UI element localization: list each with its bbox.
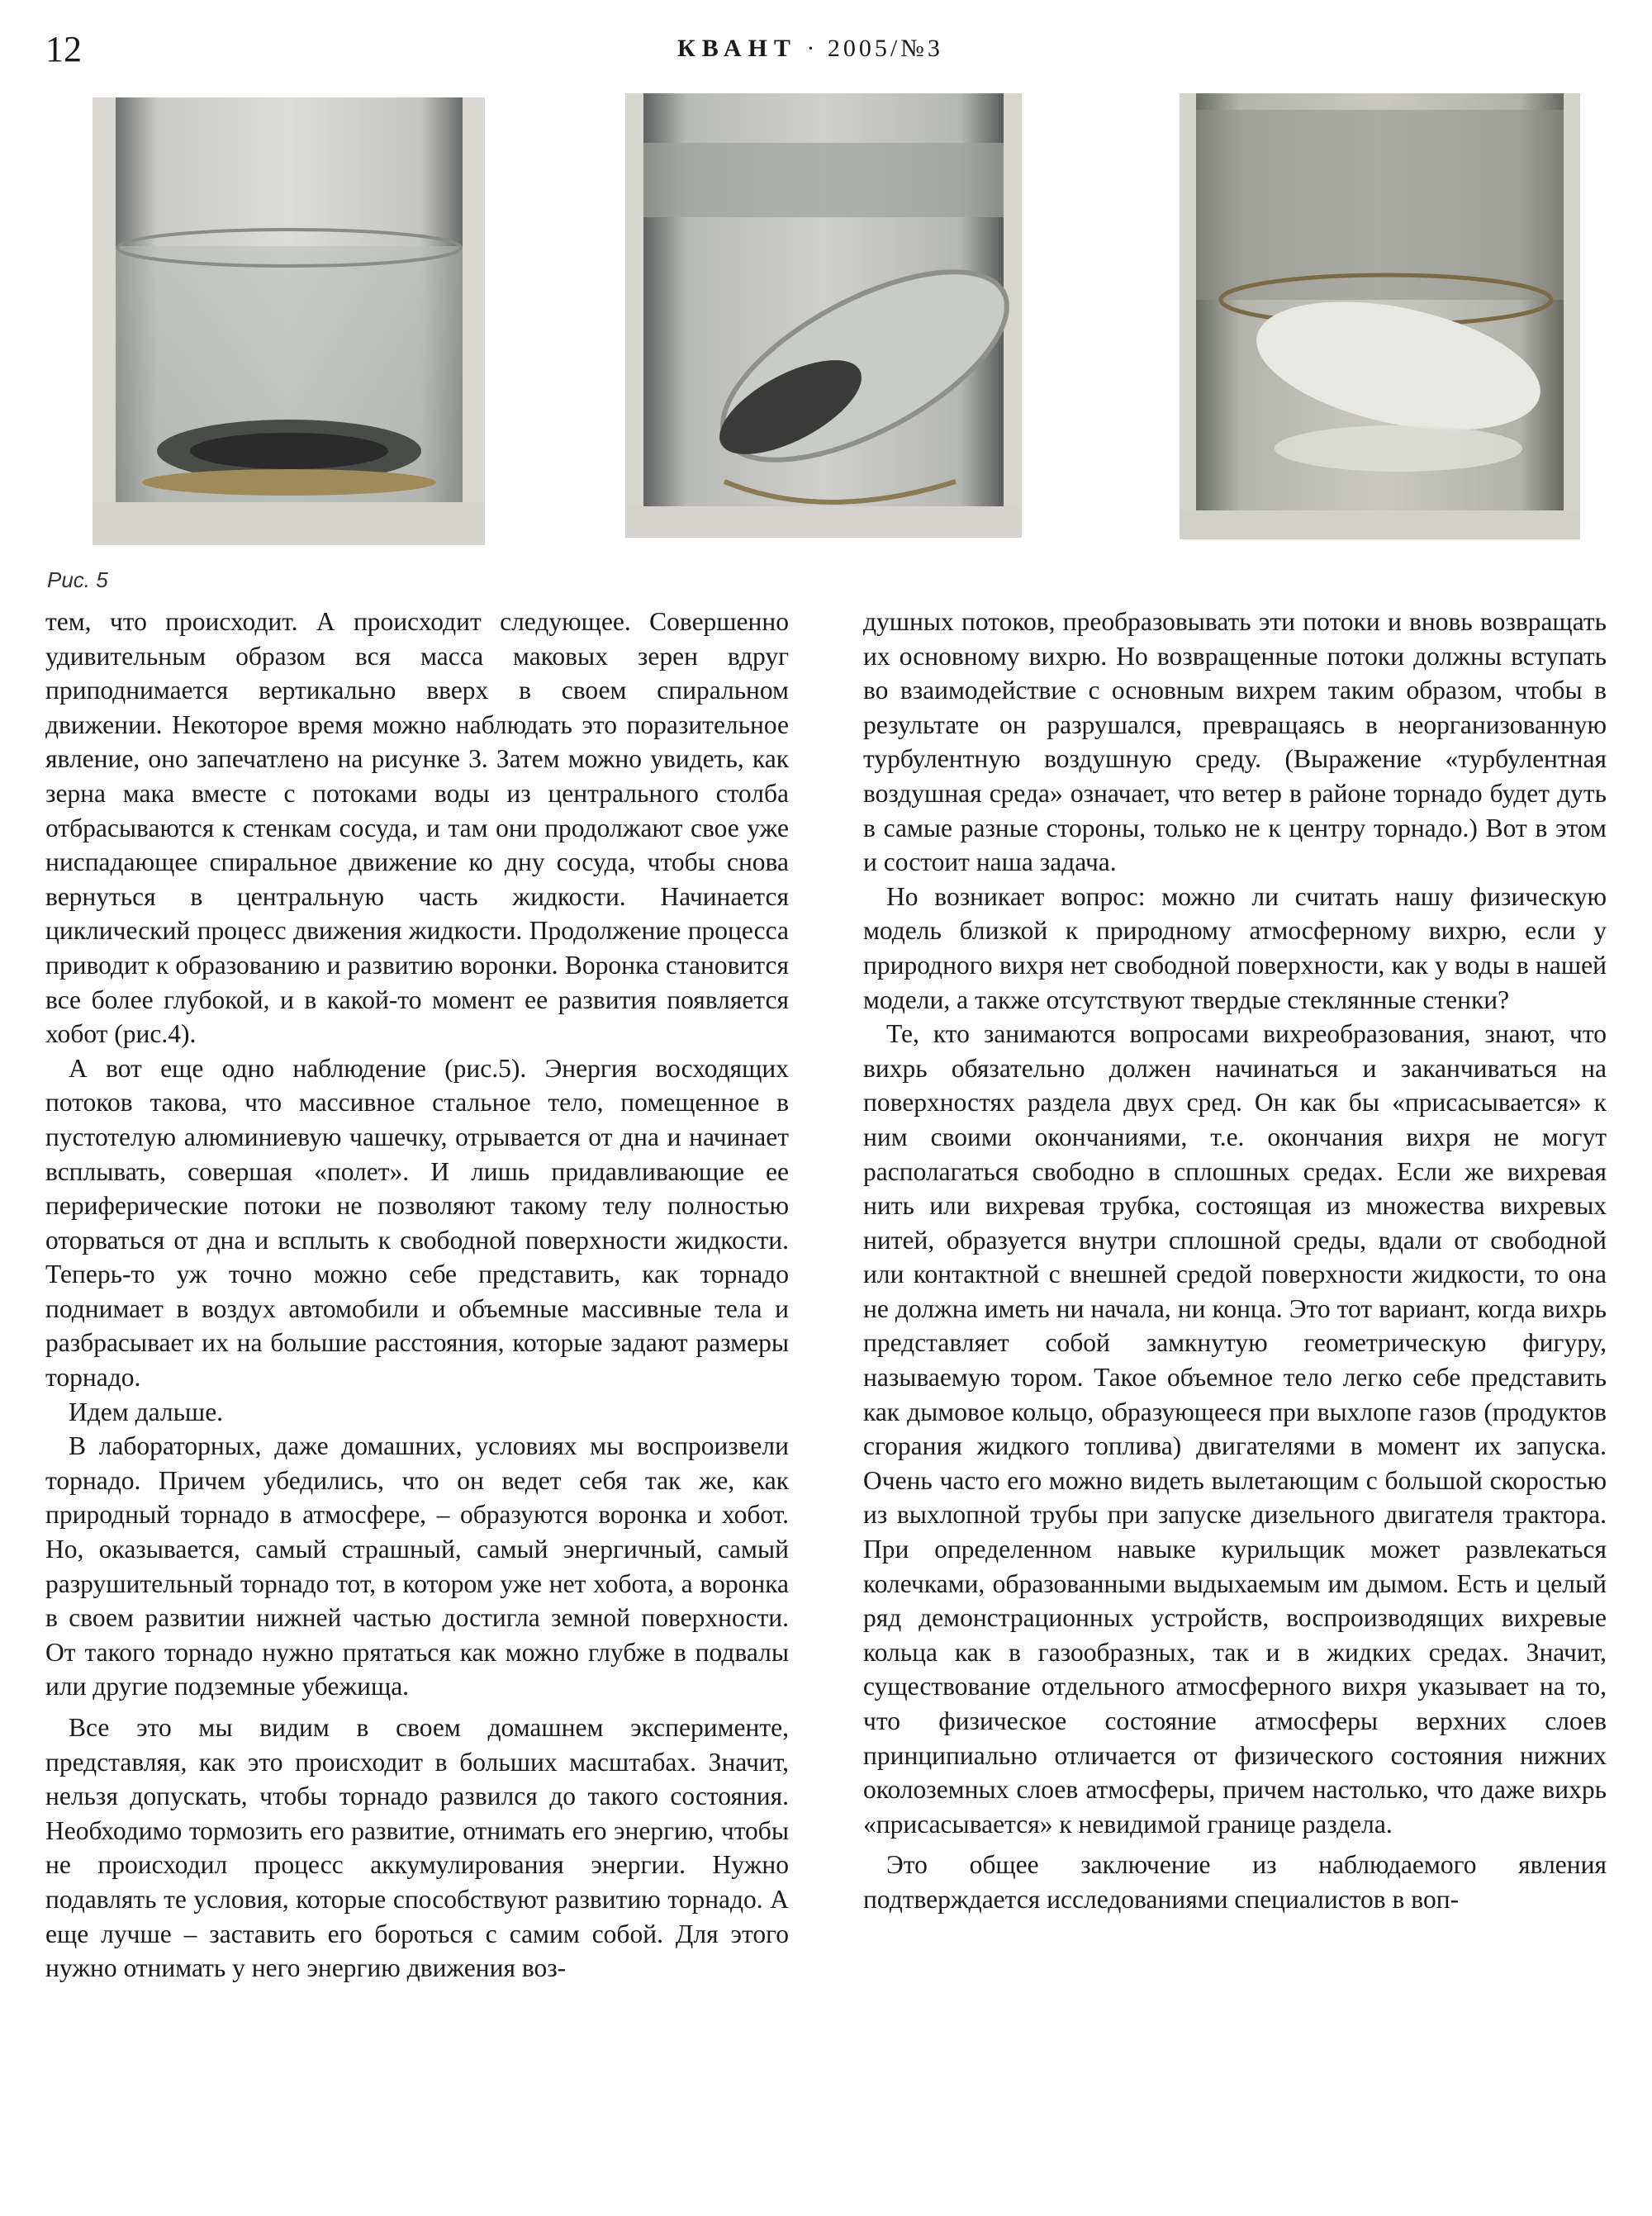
figure-caption: Рис. 5 xyxy=(47,567,108,592)
paragraph: Те, кто занимаются вопросами вихреобразования, знают, что вихрь обязательно должен начинаться и заканчиваться на поверхностях раздела двух сред. Он как бы «присасывается» к ним своими окончаниями, т.е. окончания вихря не могут располагаться свободно в сплошных средах. Если же вихревая нить или вихревая трубка, состоящая из множества вихревых нитей, образуется внутри сплошной среды, вдали от свободной или контактной с внешней средой поверхности жидкости, то она не должна иметь ни начала, ни конца. Это тот вариант, когда вихрь представляет собой замкнутую геометрическую фигуру, называемую тором. Такое объемное тело легко себе представить как дымовое кольцо, образующееся при выхлопе газов (продуктов сгорания жидкого топлива) двигателями в момент их запуска. Очень часто его можно видеть вылетающим с большой скоростью из выхлопной трубы при запуске дизельного двигателя трактора. При определенном навыке курильщик может развлекаться колечками, образованными выдыхаемым им дымом. Есть и целый ряд демонстрационных устройств, воспроизводящих вихревые кольца как в газообразных, так и в жидких средах. Значит, существование отдельного атмосферного вихря указывает на то, что физическое состояние атмосферы верхних слоев принципиально отличается от физического состояния нижних околоземных слоев атмосферы, причем настолько, что даже вихрь «присасывается» к невидимой границе раздела. xyxy=(863,1019,1607,1839)
paragraph: душных потоков, преобразовывать эти потоки и вновь возвращать их основному вихрю. Но возвращенные потоки должны вступать во взаимодействие с основным вихрем таким образом, чтобы в результате он разрушался, превращаясь в неорганизованную турбулентную воздушную среду. (Выражение «турбулентная воздушная среда» означает, что ветер в районе торнадо будет дуть в самые разные стороны, только не к центру торнадо.) Вот в этом и состоит наша задача. xyxy=(863,607,1607,877)
header-separator: · xyxy=(806,35,819,62)
issue-number: 2005/№3 xyxy=(827,35,943,62)
paragraph: Это общее заключение из наблюдаемого явления подтверждается исследованиями специалистов в воп- xyxy=(863,1850,1607,1914)
page-number: 12 xyxy=(45,29,82,69)
right-text-column xyxy=(863,605,1607,1917)
paragraph: Все это мы видим в своем домашнем эксперименте, представляя, как это происходит в больших масштабах. Значит, нельзя допускать, чтобы торнадо развился до такого состояния. Необходимо тормозить его развитие, отнимать его энергию, чтобы не происходил процесс аккумулирования энергии. Нужно подавлять те условия, которые способствуют развитию торнадо. А еще лучше – заставить его бороться с самим собой. Для этого нужно отнимать у него энергию движения воз- xyxy=(45,1713,789,1983)
left-text-column xyxy=(45,605,789,1986)
paragraph: А вот еще одно наблюдение (рис.5). Энергия восходящих потоков такова, что массивное стальное тело, помещенное в пустотелую алюминиевую чашечку, отрывается от дна и начинает всплывать, совершая «полет». И лишь придавливающие ее периферические потоки не позволяют такому телу полностью оторваться от дна и всплыть к свободной поверхности жидкости. Теперь-то уж точно можно себе представить, как торнадо поднимает в воздух автомобили и объемные массивные тела и разбрасывает их на большие расстояния, которые задают размеры торнадо. xyxy=(45,1053,789,1393)
running-header xyxy=(677,36,943,61)
photo-disc-tilted xyxy=(625,93,1022,538)
paragraph: тем, что происходит. А происходит следующее. Совершенно удивительным образом вся масса маковых зерен вдруг приподнимается вертикально вверх в своем спиральном движении. Некоторое время можно наблюдать это поразительное явление, оно запечатлено на рисунке 3. Затем можно увидеть, как зерна мака вместе с потоками воды из центрального столба отбрасываются к стенкам сосуда, и там они продолжают свое уже ниспадающее спиральное движение ко дну сосуда, чтобы снова вернуться в центральную часть жидкости. Начинается циклический процесс движения жидкости. Продолжение процесса приводит к образованию и развитию воронки. Воронка становится все более глубокой, и в какой-то момент ее развития появляется хобот (рис.4). xyxy=(45,607,789,1049)
photo-disc-bottom xyxy=(93,97,485,545)
paragraph: Идем дальше. xyxy=(69,1397,224,1426)
paragraph: В лабораторных, даже домашних, условиях мы воспроизвели торнадо. Причем убедились, что он ведет себя так же, как природный торнадо в атмосфере, – образуются воронка и хобот. Но, оказывается, самый страшный, самый энергичный, самый разрушительный торнадо тот, в котором уже нет хобота, а воронка в своем развитии нижней частью достигла земной поверхности. От такого торнадо нужно прятаться как можно глубже в подвалы или другие подземные убежища. xyxy=(45,1431,789,1701)
journal-title: КВАНТ xyxy=(677,35,797,62)
paragraph: Но возникает вопрос: можно ли считать нашу физическую модель близкой к природному атмосферному вихрю, если у природного вихря нет свободной поверхности, как у воды в нашей модели, а также отсутствуют твердые стеклянные стенки? xyxy=(863,881,1607,1014)
photo-disc-floating xyxy=(1180,93,1580,539)
